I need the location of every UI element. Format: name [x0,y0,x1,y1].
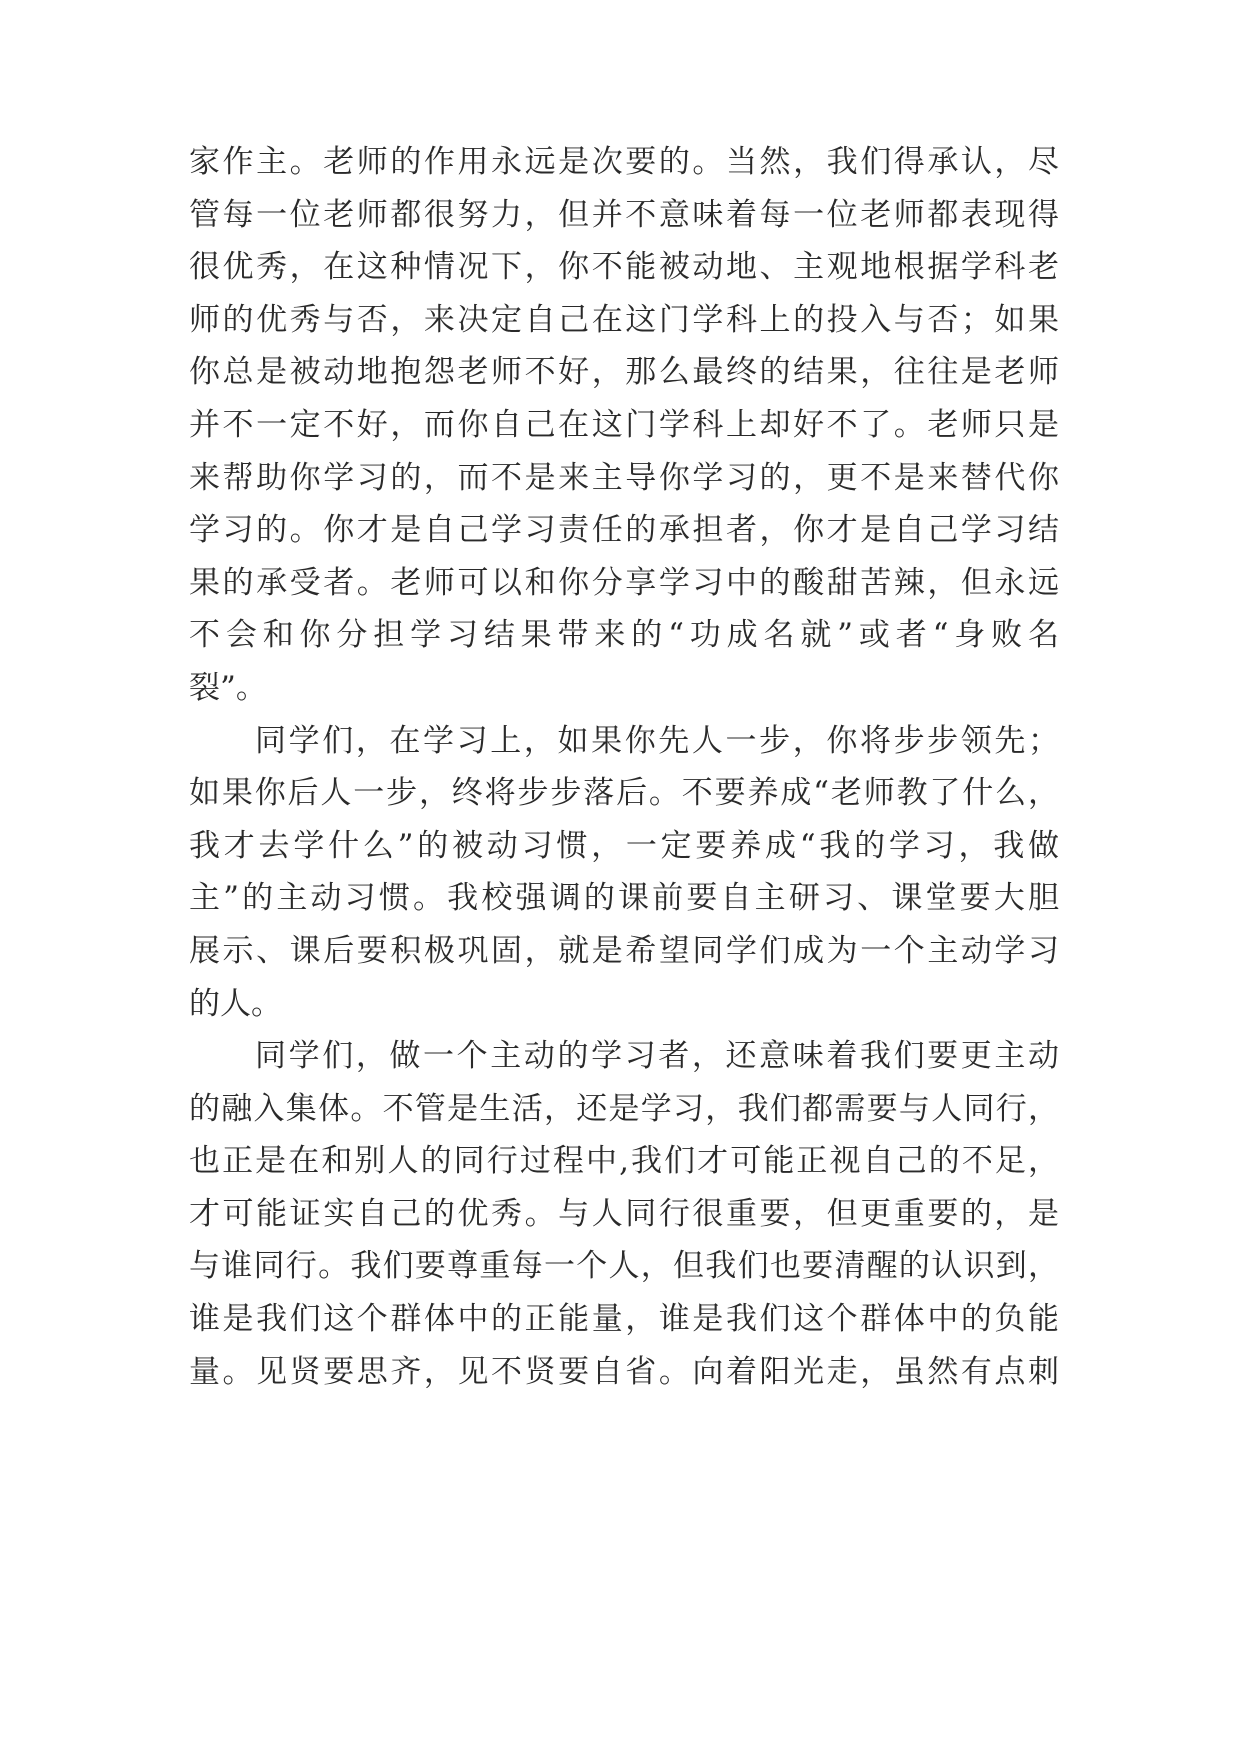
text-line: 展示、课后要积极巩固，就是希望同学们成为一个主动学习 [189,932,1059,969]
paragraph-3 [189,1030,1059,1398]
text-line: 同学们，做一个主动的学习者，还意味着我们要更主动 [255,1038,1059,1075]
text-line: 我才去学什么”的被动习惯，一定要养成“我的学习，我做 [189,827,1059,864]
text-line: 同学们，在学习上，如果你先人一步，你将步步领先； [255,722,1059,759]
text-line: 管每一位老师都很努力，但并不意味着每一位老师都表现得 [189,196,1059,233]
text-line: 来帮助你学习的，而不是来主导你学习的，更不是来替代你 [189,459,1059,496]
text-line: 如果你后人一步，终将步步落后。不要养成“老师教了什么， [189,775,1059,812]
text-line: 师的优秀与否，来决定自己在这门学科上的投入与否；如果 [189,301,1059,338]
text-line: 也正是在和别人的同行过程中,我们才可能正视自己的不足， [189,1143,1059,1180]
text-line: 的融入集体。不管是生活，还是学习，我们都需要与人同行， [189,1090,1059,1127]
text-line: 很优秀，在这种情况下，你不能被动地、主观地根据学科老 [189,249,1059,286]
text-line: 量。见贤要思齐，见不贤要自省。向着阳光走，虽然有点刺 [189,1353,1059,1390]
text-line: 学习的。你才是自己学习责任的承担者，你才是自己学习结 [189,512,1059,549]
text-line: 主”的主动习惯。我校强调的课前要自主研习、课堂要大胆 [189,880,1059,917]
text-line: 与谁同行。我们要尊重每一个人，但我们也要清醒的认识到， [189,1248,1059,1285]
text-line: 谁是我们这个群体中的正能量，谁是我们这个群体中的负能 [189,1301,1059,1338]
text-line: 不会和你分担学习结果带来的“功成名就”或者“身败名 [189,617,1059,654]
text-line: 并不一定不好，而你自己在这门学科上却好不了。老师只是 [189,406,1059,443]
text-line: 你总是被动地抱怨老师不好，那么最终的结果，往往是老师 [189,354,1059,391]
text-line: 的人。 [189,985,282,1022]
text-line: 家作主。老师的作用永远是次要的。当然，我们得承认，尽 [189,144,1059,180]
text-line: 果的承受者。老师可以和你分享学习中的酸甜苦辣，但永远 [189,564,1059,601]
paragraph-2 [189,715,1059,1031]
text-line: 才可能证实自己的优秀。与人同行很重要，但更重要的，是 [189,1195,1059,1232]
paragraph-1 [189,136,1059,715]
text-line: 裂”。 [189,669,267,706]
body-text [189,136,1059,1398]
